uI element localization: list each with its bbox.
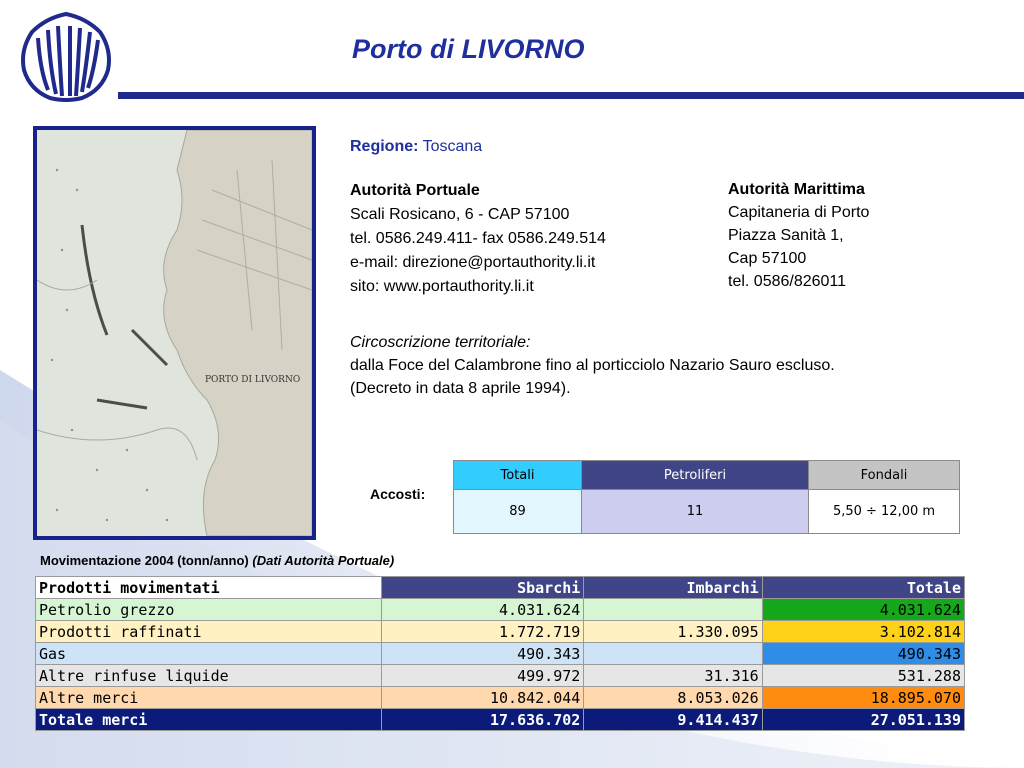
accosti-header-petroliferi: Petroliferi <box>582 461 809 490</box>
table-row <box>36 621 965 643</box>
row-sbarchi: 1.772.719 <box>382 621 584 643</box>
region <box>350 138 482 156</box>
row-totale: 27.051.139 <box>762 709 964 731</box>
autorita-portuale-block <box>350 179 606 299</box>
am-line: tel. 0586/826011 <box>728 273 847 290</box>
row-imbarchi <box>584 643 762 665</box>
row-name: Gas <box>36 643 382 665</box>
am-line: Cap 57100 <box>728 250 807 267</box>
map-caption: PORTO DI LIVORNO <box>205 375 301 385</box>
row-imbarchi <box>584 599 762 621</box>
ap-line: tel. 0586.249.411- fax 0586.249.514 <box>350 230 606 247</box>
ap-line: e-mail: direzione@portauthority.li.it <box>350 254 596 271</box>
confindustria-logo-icon <box>16 10 116 102</box>
mov-header-totale: Totale <box>762 577 964 599</box>
row-totale: 490.343 <box>762 643 964 665</box>
mov-header-sbarchi: Sbarchi <box>382 577 584 599</box>
row-imbarchi: 9.414.437 <box>584 709 762 731</box>
accosti-table <box>453 460 960 534</box>
mov-header-prodotti: Prodotti movimentati <box>36 577 382 599</box>
row-sbarchi: 499.972 <box>382 665 584 687</box>
title-rule <box>118 92 1024 99</box>
mov-header-imbarchi: Imbarchi <box>584 577 762 599</box>
accosti-header-totali: Totali <box>454 461 582 490</box>
table-row <box>36 599 965 621</box>
autorita-marittima-heading: Autorità Marittima <box>728 181 865 198</box>
am-line: Piazza Sanità 1, <box>728 227 844 244</box>
table-row <box>36 643 965 665</box>
movimentazione-title <box>40 553 394 568</box>
row-totale: 4.031.624 <box>762 599 964 621</box>
circoscrizione-line: (Decreto in data 8 aprile 1994). <box>350 380 571 397</box>
row-imbarchi: 8.053.026 <box>584 687 762 709</box>
row-imbarchi: 1.330.095 <box>584 621 762 643</box>
table-row-total <box>36 709 965 731</box>
circoscrizione-block <box>350 331 835 400</box>
row-name: Petrolio grezzo <box>36 599 382 621</box>
row-sbarchi: 490.343 <box>382 643 584 665</box>
row-sbarchi: 4.031.624 <box>382 599 584 621</box>
row-name: Altre merci <box>36 687 382 709</box>
page-title: Porto di LIVORNO <box>352 34 585 64</box>
region-label: Regione: <box>350 138 419 155</box>
row-name: Prodotti raffinati <box>36 621 382 643</box>
region-value: Toscana <box>422 138 483 155</box>
row-totale: 531.288 <box>762 665 964 687</box>
circoscrizione-label: Circoscrizione territoriale: <box>350 334 531 351</box>
accosti-header-fondali: Fondali <box>809 461 960 490</box>
movimentazione-source: (Dati Autorità Portuale) <box>252 553 395 568</box>
autorita-portuale-heading: Autorità Portuale <box>350 182 480 199</box>
movimentazione-table <box>35 576 965 731</box>
row-name: Altre rinfuse liquide <box>36 665 382 687</box>
port-map <box>33 126 316 540</box>
table-row <box>36 687 965 709</box>
ap-line: Scali Rosicano, 6 - CAP 57100 <box>350 206 570 223</box>
row-sbarchi: 17.636.702 <box>382 709 584 731</box>
row-name: Totale merci <box>36 709 382 731</box>
row-imbarchi: 31.316 <box>584 665 762 687</box>
row-sbarchi: 10.842.044 <box>382 687 584 709</box>
ap-line: sito: www.portauthority.li.it <box>350 278 534 295</box>
accosti-value-totali: 89 <box>454 490 582 534</box>
autorita-marittima-block <box>728 178 869 293</box>
accosti-value-petroliferi: 11 <box>582 490 809 534</box>
circoscrizione-line: dalla Foce del Calambrone fino al porticciolo Nazario Sauro escluso. <box>350 357 835 374</box>
accosti-value-fondali: 5,50 ÷ 12,00 m <box>809 490 960 534</box>
am-line: Capitaneria di Porto <box>728 204 870 221</box>
nautical-chart-image <box>37 130 312 536</box>
accosti-label: Accosti: <box>370 486 426 502</box>
row-totale: 18.895.070 <box>762 687 964 709</box>
movimentazione-title-text: Movimentazione 2004 (tonn/anno) <box>40 553 249 568</box>
table-row <box>36 665 965 687</box>
row-totale: 3.102.814 <box>762 621 964 643</box>
